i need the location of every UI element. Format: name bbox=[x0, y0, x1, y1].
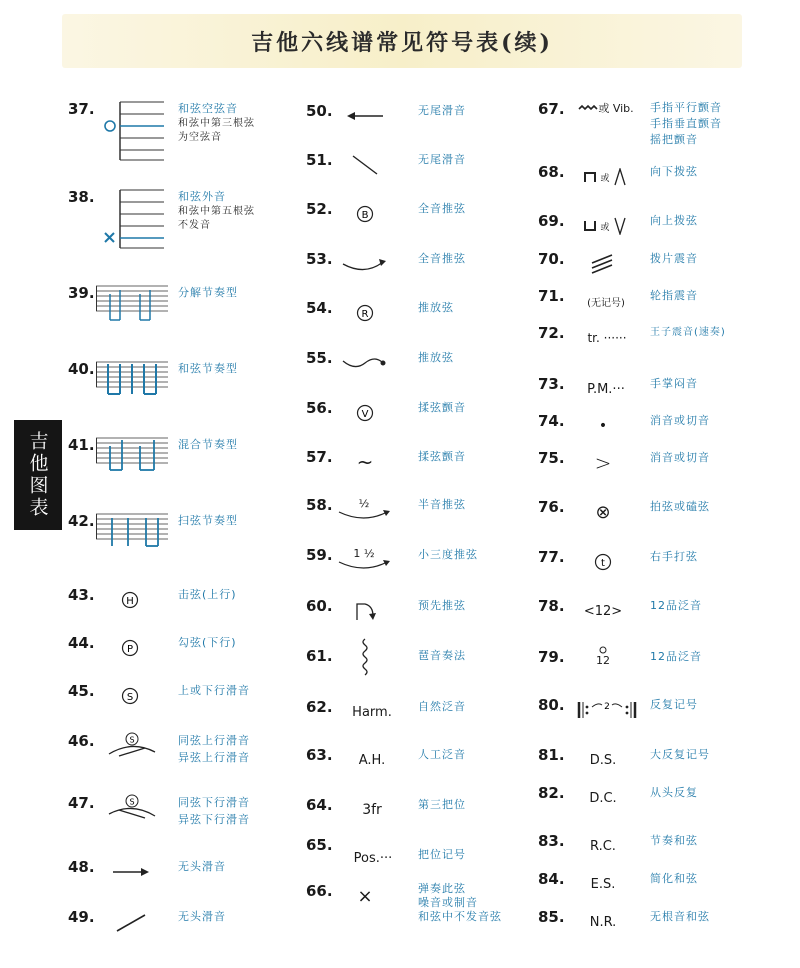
svg-text:S: S bbox=[129, 735, 135, 745]
item-description: 反复记号 bbox=[650, 698, 698, 711]
item-number: 81. bbox=[538, 746, 565, 764]
svg-text:V: V bbox=[361, 409, 369, 420]
arpeggio-icon bbox=[342, 637, 388, 677]
item-description: 节奏和弦 bbox=[650, 834, 698, 847]
rhythm-chord-symbol: R.C. bbox=[590, 838, 616, 854]
list-item bbox=[306, 496, 526, 536]
upstroke-icon: 或 bbox=[570, 210, 640, 242]
item-number: 45. bbox=[68, 682, 95, 700]
item-number: 71. bbox=[538, 287, 565, 305]
pull-off-icon bbox=[112, 632, 148, 664]
item-description: 揉弦颤音 bbox=[418, 450, 466, 463]
item-number: 59. bbox=[306, 546, 333, 564]
list-item bbox=[68, 682, 298, 722]
svg-text:S: S bbox=[129, 797, 135, 807]
release-icon bbox=[342, 297, 388, 329]
list-item bbox=[538, 287, 768, 327]
list-item bbox=[306, 882, 526, 938]
staccato-dot-icon: • bbox=[598, 418, 608, 434]
item-description: 无根音和弦 bbox=[650, 910, 710, 923]
item-description: 12品泛音 bbox=[650, 650, 702, 663]
list-item bbox=[68, 360, 298, 400]
list-item bbox=[538, 908, 768, 948]
slide-icon bbox=[112, 680, 148, 712]
svg-text:2: 2 bbox=[604, 702, 610, 712]
item-description: 和弦外音 和弦中第五根弦 不发音 bbox=[178, 190, 255, 231]
item-number: 44. bbox=[68, 634, 95, 652]
item-description: 无头滑音 bbox=[178, 860, 226, 873]
list-item bbox=[68, 188, 298, 231]
item-number: 49. bbox=[68, 908, 95, 926]
item-description: 无尾滑音 bbox=[418, 104, 466, 117]
list-item bbox=[306, 200, 526, 240]
arpeggio-rhythm-pattern-icon bbox=[96, 284, 170, 324]
item-number: 67. bbox=[538, 100, 565, 118]
list-item bbox=[538, 375, 768, 415]
svg-text:B: B bbox=[361, 210, 369, 221]
item-number: 72. bbox=[538, 324, 565, 342]
bend-release-curve-icon bbox=[336, 347, 392, 379]
list-item bbox=[306, 836, 526, 876]
half-bend-icon: ½ bbox=[332, 494, 396, 526]
item-description: 王子震音(速奏) bbox=[650, 327, 726, 338]
list-item bbox=[68, 436, 298, 476]
slide-off-left-icon bbox=[342, 100, 388, 132]
arrow-right-icon bbox=[108, 856, 154, 888]
item-number: 74. bbox=[538, 412, 565, 430]
mixed-rhythm-pattern-icon bbox=[96, 436, 170, 476]
item-description: 向上拨弦 bbox=[650, 214, 698, 227]
item-number: 73. bbox=[538, 375, 565, 393]
item-number: 55. bbox=[306, 349, 333, 367]
item-number: 79. bbox=[538, 648, 565, 666]
tap-icon bbox=[578, 546, 628, 578]
tilde-icon: ~ bbox=[356, 450, 374, 474]
palm-mute-symbol: P.M.··· bbox=[587, 381, 625, 397]
list-item bbox=[538, 696, 768, 736]
pre-bend-icon bbox=[342, 595, 388, 627]
list-item bbox=[538, 832, 768, 872]
item-number: 54. bbox=[306, 299, 333, 317]
strum-rhythm-pattern-icon bbox=[96, 512, 170, 552]
item-description: 人工泛音 bbox=[418, 748, 466, 761]
list-item bbox=[68, 858, 298, 898]
side-tab bbox=[14, 420, 62, 530]
position-mark-symbol: Pos.··· bbox=[353, 850, 393, 866]
item-description: 简化和弦 bbox=[650, 872, 698, 885]
item-number: 46. bbox=[68, 732, 95, 750]
list-item bbox=[68, 512, 298, 552]
item-number: 62. bbox=[306, 698, 333, 716]
item-description: 揉弦颤音 bbox=[418, 401, 466, 414]
item-number: 47. bbox=[68, 794, 95, 812]
item-description: 消音或切音 bbox=[650, 451, 710, 464]
list-item bbox=[68, 284, 298, 324]
item-number: 68. bbox=[538, 163, 565, 181]
list-item bbox=[306, 399, 526, 439]
item-description: 半音推弦 bbox=[418, 498, 466, 511]
item-number: 50. bbox=[306, 102, 333, 120]
fret-position-symbol: 3fr bbox=[362, 802, 382, 818]
item-number: 53. bbox=[306, 250, 333, 268]
item-number: 83. bbox=[538, 832, 565, 850]
item-description: 全音推弦 bbox=[418, 252, 466, 265]
list-item bbox=[306, 250, 526, 290]
list-item bbox=[538, 746, 768, 786]
title-banner bbox=[62, 14, 742, 68]
item-number: 64. bbox=[306, 796, 333, 814]
vibrato-symbol: 或 Vib. bbox=[566, 92, 646, 124]
chord-diagram-muted-string-icon bbox=[102, 188, 168, 252]
svg-text:R: R bbox=[361, 309, 369, 320]
hammer-on-icon bbox=[112, 584, 148, 616]
item-description: 推放弦 bbox=[418, 351, 454, 364]
dal-segno-symbol: D.S. bbox=[589, 752, 617, 768]
item-number: 61. bbox=[306, 647, 333, 665]
list-item bbox=[538, 640, 768, 680]
item-description: 分解节奏型 bbox=[178, 286, 238, 299]
vibrato-circle-icon bbox=[342, 397, 388, 429]
list-item bbox=[306, 151, 526, 191]
slide-down-icon bbox=[102, 792, 162, 824]
item-description: 混合节奏型 bbox=[178, 438, 238, 451]
item-description: 同弦上行滑音 异弦上行滑音 bbox=[178, 734, 250, 764]
item-description: 全音推弦 bbox=[418, 202, 466, 215]
slash-up-icon bbox=[108, 906, 154, 938]
item-description: 和弦节奏型 bbox=[178, 362, 238, 375]
item-description: 自然泛音 bbox=[418, 700, 466, 713]
item-number: 85. bbox=[538, 908, 565, 926]
item-description: 手指平行颤音 手指垂直颤音 摇把颤音 bbox=[650, 101, 722, 146]
side-tab-label: 吉他图表 bbox=[26, 431, 49, 519]
item-number: 84. bbox=[538, 870, 565, 888]
item-description: 无尾滑音 bbox=[418, 153, 466, 166]
item-description: 从头反复 bbox=[650, 786, 698, 799]
item-number: 65. bbox=[306, 836, 333, 854]
item-number: 41. bbox=[68, 436, 95, 454]
tremolo-pick-icon bbox=[578, 248, 628, 280]
slap-circle-x-icon: ⊗ bbox=[595, 501, 611, 523]
item-number: 70. bbox=[538, 250, 565, 268]
item-description: 推放弦 bbox=[418, 301, 454, 314]
item-description: 小三度推弦 bbox=[418, 548, 478, 561]
bend-curve-icon bbox=[336, 248, 392, 280]
item-description: 琶音奏法 bbox=[418, 649, 466, 662]
item-description: 击弦(上行) bbox=[178, 588, 237, 601]
harmonic-12-circle-symbol: 12 bbox=[578, 638, 628, 674]
no-mark-label: (无记号) bbox=[587, 297, 625, 309]
list-item bbox=[306, 647, 526, 687]
accent-icon: > bbox=[594, 451, 612, 475]
item-description: 轮指震音 bbox=[650, 289, 698, 302]
item-description: 上或下行滑音 bbox=[178, 684, 250, 697]
item-number: 56. bbox=[306, 399, 333, 417]
item-number: 39. bbox=[68, 284, 95, 302]
list-item bbox=[306, 349, 526, 389]
slide-up-icon bbox=[102, 730, 162, 762]
item-number: 40. bbox=[68, 360, 95, 378]
svg-text:t: t bbox=[601, 558, 605, 569]
item-description: 手掌闷音 bbox=[650, 377, 698, 390]
item-number: 75. bbox=[538, 449, 565, 467]
downstroke-icon: 或 bbox=[570, 161, 640, 193]
item-number: 76. bbox=[538, 498, 565, 516]
item-description: 消音或切音 bbox=[650, 414, 710, 427]
list-item bbox=[538, 870, 768, 910]
item-number: 80. bbox=[538, 696, 565, 714]
simplified-chord-symbol: E.S. bbox=[590, 876, 616, 892]
no-root-chord-symbol: N.R. bbox=[589, 914, 617, 930]
item-number: 77. bbox=[538, 548, 565, 566]
item-description: 无头滑音 bbox=[178, 910, 226, 923]
natural-harmonic-symbol: Harm. bbox=[352, 704, 392, 720]
list-item bbox=[68, 794, 298, 834]
one-and-half-bend-icon: 1 ½ bbox=[332, 544, 396, 576]
slash-down-icon bbox=[342, 149, 388, 181]
list-item bbox=[68, 586, 298, 626]
artificial-harmonic-symbol: A.H. bbox=[358, 752, 386, 768]
item-number: 82. bbox=[538, 784, 565, 802]
list-item bbox=[538, 498, 768, 538]
list-item bbox=[538, 784, 768, 824]
da-capo-symbol: D.C. bbox=[589, 790, 617, 806]
item-description: 大反复记号 bbox=[650, 748, 710, 761]
svg-text:H: H bbox=[126, 596, 134, 607]
item-number: 51. bbox=[306, 151, 333, 169]
item-number: 78. bbox=[538, 597, 565, 615]
item-description: 第三把位 bbox=[418, 798, 466, 811]
list-item bbox=[538, 449, 768, 489]
mute-x-icon: × bbox=[357, 885, 373, 907]
item-number: 37. bbox=[68, 100, 95, 118]
list-item bbox=[538, 163, 768, 203]
chord-rhythm-pattern-icon bbox=[96, 360, 170, 400]
list-item bbox=[306, 102, 526, 142]
list-item bbox=[68, 732, 298, 772]
list-item bbox=[538, 212, 768, 252]
item-description: 拨片震音 bbox=[650, 252, 698, 265]
list-item bbox=[538, 100, 768, 154]
chord-diagram-open-string-icon bbox=[102, 100, 168, 164]
list-item bbox=[306, 597, 526, 637]
page-title: 吉他六线谱常见符号表(续) bbox=[251, 30, 553, 56]
list-item bbox=[68, 100, 298, 143]
list-item bbox=[538, 250, 768, 290]
list-item bbox=[538, 412, 768, 452]
item-description: 预先推弦 bbox=[418, 599, 466, 612]
list-item bbox=[68, 908, 298, 948]
item-number: 60. bbox=[306, 597, 333, 615]
item-description: 12品泛音 bbox=[650, 599, 702, 612]
item-number: 43. bbox=[68, 586, 95, 604]
item-number: 66. bbox=[306, 882, 333, 900]
list-item bbox=[538, 548, 768, 588]
list-item bbox=[306, 698, 526, 738]
item-number: 63. bbox=[306, 746, 333, 764]
item-description: 把位记号 bbox=[418, 848, 466, 861]
list-item bbox=[306, 746, 526, 786]
item-description: 同弦下行滑音 异弦下行滑音 bbox=[178, 796, 250, 826]
item-number: 42. bbox=[68, 512, 95, 530]
svg-text:S: S bbox=[126, 692, 134, 703]
item-description: 弹奏此弦 噪音或制音 和弦中不发音弦 bbox=[418, 882, 502, 923]
item-description: 和弦空弦音 和弦中第三根弦 为空弦音 bbox=[178, 102, 255, 143]
item-description: 勾弦(下行) bbox=[178, 636, 237, 649]
item-description: 右手打弦 bbox=[650, 550, 698, 563]
list-item bbox=[538, 324, 768, 364]
item-description: 扫弦节奏型 bbox=[178, 514, 238, 527]
item-number: 38. bbox=[68, 188, 95, 206]
item-number: 52. bbox=[306, 200, 333, 218]
svg-text:P: P bbox=[126, 644, 134, 655]
list-item bbox=[538, 597, 768, 637]
item-number: 58. bbox=[306, 496, 333, 514]
list-item bbox=[306, 299, 526, 339]
item-description: 拍弦或磕弦 bbox=[650, 500, 710, 513]
harmonic-12-symbol: <12> bbox=[583, 603, 623, 619]
item-number: 69. bbox=[538, 212, 565, 230]
list-item bbox=[68, 634, 298, 674]
list-item bbox=[306, 796, 526, 836]
item-description: 向下拨弦 bbox=[650, 165, 698, 178]
item-number: 48. bbox=[68, 858, 95, 876]
trill-symbol: tr. ······ bbox=[587, 331, 627, 345]
repeat-sign-icon bbox=[570, 694, 644, 726]
list-item bbox=[306, 448, 526, 488]
item-number: 57. bbox=[306, 448, 333, 466]
list-item bbox=[306, 546, 526, 586]
bend-icon bbox=[342, 198, 388, 230]
